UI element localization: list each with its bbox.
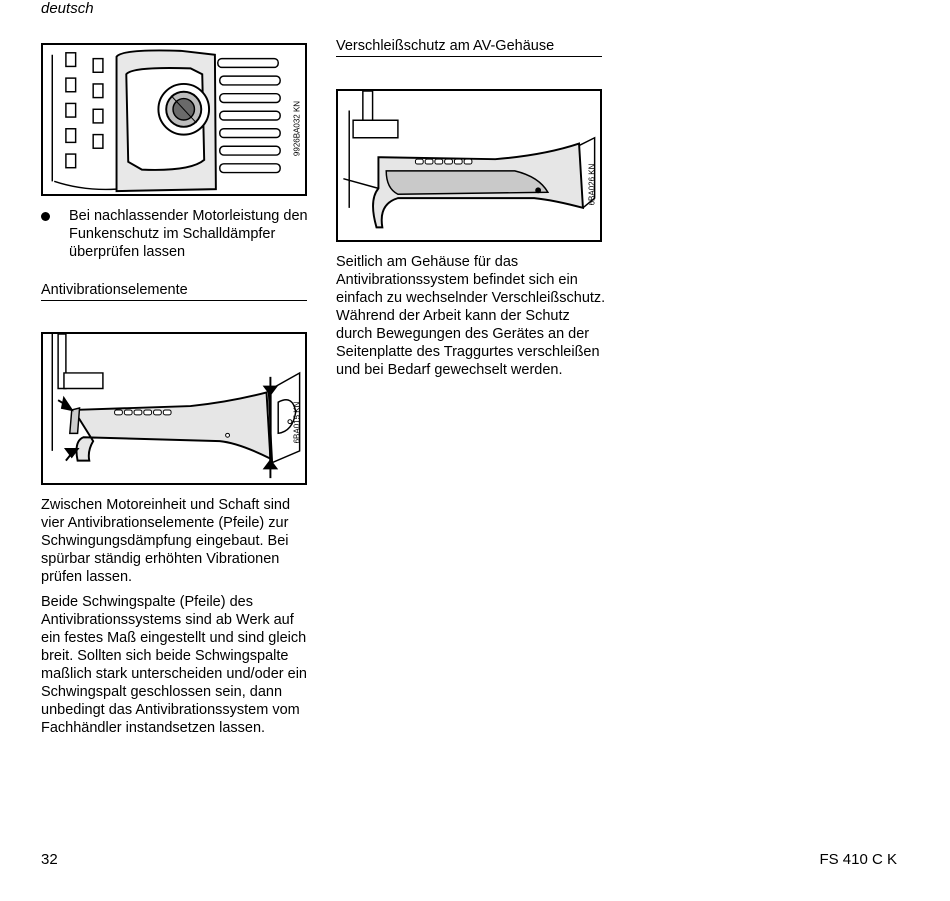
antivibration-illustration xyxy=(43,334,305,483)
model-name: FS 410 C K xyxy=(819,851,897,868)
language-label: deutsch xyxy=(41,0,94,17)
page-number: 32 xyxy=(41,851,58,868)
figure1-code: 9926BA032 KN xyxy=(292,100,302,157)
figure-antivibration-elements xyxy=(41,332,307,485)
figure-spark-arrestor xyxy=(41,43,307,196)
wear-protection-illustration xyxy=(338,91,600,240)
bullet-text: Bei nachlassender Motorleistung den Funkenschutz im Schalldämpfer überprüfen lassen xyxy=(69,208,308,260)
spark-arrestor-illustration xyxy=(43,45,305,194)
figure-wear-protection xyxy=(336,89,602,242)
bullet-dot-icon xyxy=(41,212,50,221)
paragraph-wear-protection: Seitlich am Gehäuse für das Antivibrationssystem befindet sich ein einfach zu wechselnder Verschleißschutz. Während der Arbeit kann der Schutz durch Bewegungen des Gerätes an der Seitenplatte des Traggurtes verschleißen und bei Bedarf gewechselt werden. xyxy=(336,254,606,378)
heading-wear-protection: Verschleißschutz am AV-Gehäuse xyxy=(336,38,602,57)
heading-antivibration: Antivibrationselemente xyxy=(41,282,307,301)
figure3-code: 6BA026 KN xyxy=(587,163,597,206)
figure2-code: 6BA015 KN xyxy=(292,401,302,444)
bullet-item xyxy=(41,207,311,263)
paragraph-vibration-gaps: Beide Schwingspalte (Pfeile) des Antivibrationssystems sind ab Werk auf ein festes Maß eingestellt und sind gleich breit. Sollten sich beide Schwingspalte maßlich stark unterscheiden und/oder ein Schwingspalt geschlossen sein, dann unbedingt das Antivibrationssystem vom Fachhändler instandsetzen lassen. xyxy=(41,594,307,736)
paragraph-antivibration-elements: Zwischen Motoreinheit und Schaft sind vier Antivibrationselemente (Pfeile) zur Schwingungsdämpfung eingebaut. Bei spürbar ständig erhöhten Vibrationen prüfen lassen. xyxy=(41,497,291,585)
